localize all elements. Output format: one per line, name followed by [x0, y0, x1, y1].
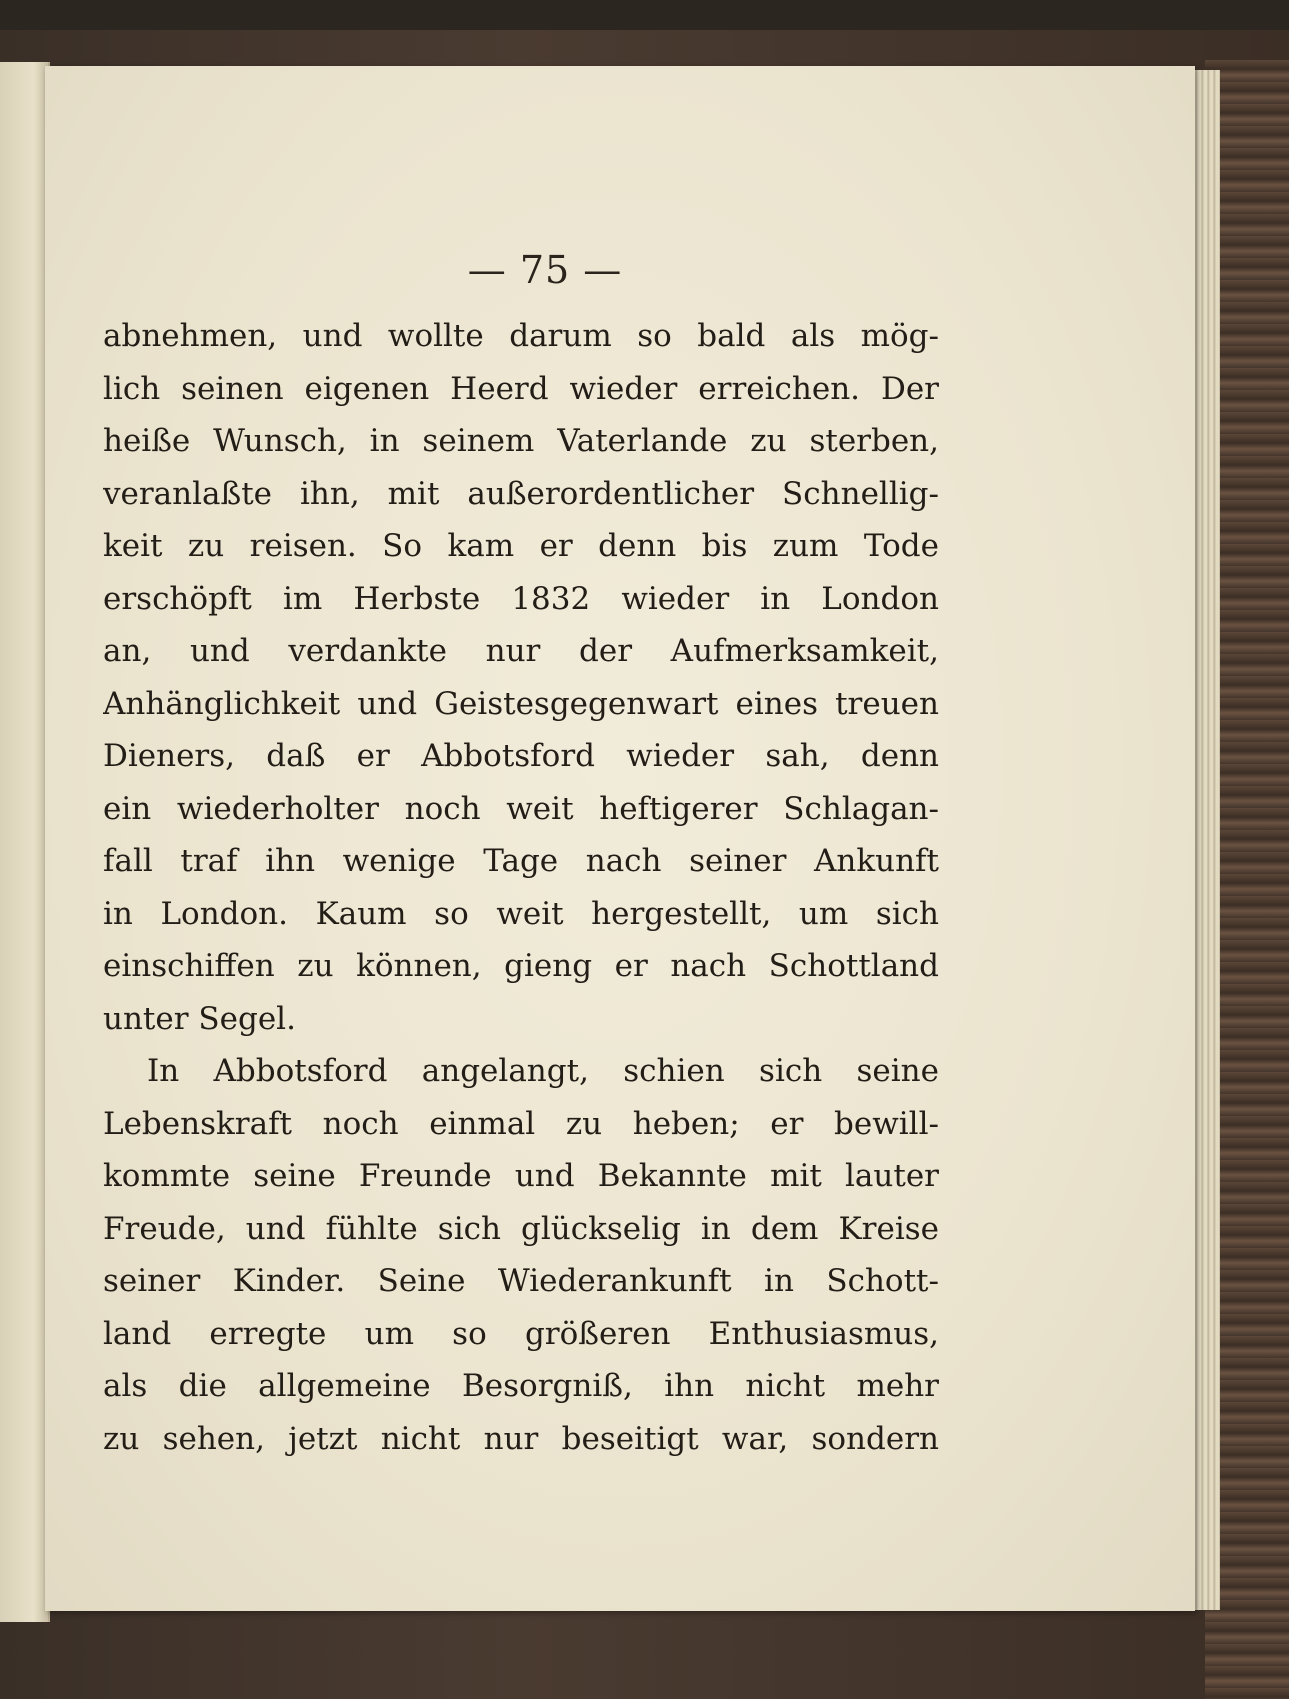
text-line: seiner Kinder. Seine Wiederankunft in Schott- — [103, 1263, 939, 1299]
text-line-paragraph-end: unter Segel. — [103, 1000, 296, 1037]
text-line: an, und verdankte nur der Aufmerksamkeit, — [103, 633, 939, 669]
text-line: als die allgemeine Besorgniß, ihn nicht mehr — [103, 1368, 939, 1404]
text-line: abnehmen, und wollte darum so bald als mög- — [103, 318, 939, 354]
text-line: Lebenskraft noch einmal zu heben; er bewill- — [103, 1105, 939, 1142]
text-line: ein wiederholter noch weit heftigerer Schlagan- — [103, 790, 939, 827]
text-line: Anhänglichkeit und Geistesgegenwart eines treuen — [103, 685, 939, 722]
book-page — [45, 66, 1195, 1611]
text-line: Freude, und fühlte sich glückselig in dem Kreise — [103, 1210, 939, 1247]
text-line: einschiffen zu können, gieng er nach Schottland — [103, 948, 939, 984]
text-line: in London. Kaum so weit hergestellt, um sich — [103, 895, 939, 932]
text-line: keit zu reisen. So kam er denn bis zum Tode — [103, 528, 939, 564]
text-line: veranlaßte ihn, mit außerordentlicher Schnellig- — [103, 475, 939, 512]
text-line: kommte seine Freunde und Bekannte mit lauter — [103, 1158, 939, 1194]
text-line: fall traf ihn wenige Tage nach seiner Ankunft — [103, 843, 939, 879]
text-line: heiße Wunsch, in seinem Vaterlande zu sterben, — [103, 423, 939, 459]
page-number: — 75 — — [467, 248, 623, 292]
text-line-paragraph-start: In Abbotsford angelangt, schien sich seine — [147, 1053, 939, 1089]
text-line: zu sehen, jetzt nicht nur beseitigt war, sondern — [103, 1420, 939, 1457]
body-text — [103, 250, 939, 1465]
text-line: Dieners, daß er Abbotsford wieder sah, denn — [103, 738, 939, 774]
text-line: lich seinen eigenen Heerd wieder erreichen. Der — [103, 370, 939, 407]
text-line: land erregte um so größeren Enthusiasmus, — [103, 1315, 939, 1352]
previous-page-edge — [0, 62, 50, 1622]
text-line: erschöpft im Herbste 1832 wieder in London — [103, 580, 939, 617]
